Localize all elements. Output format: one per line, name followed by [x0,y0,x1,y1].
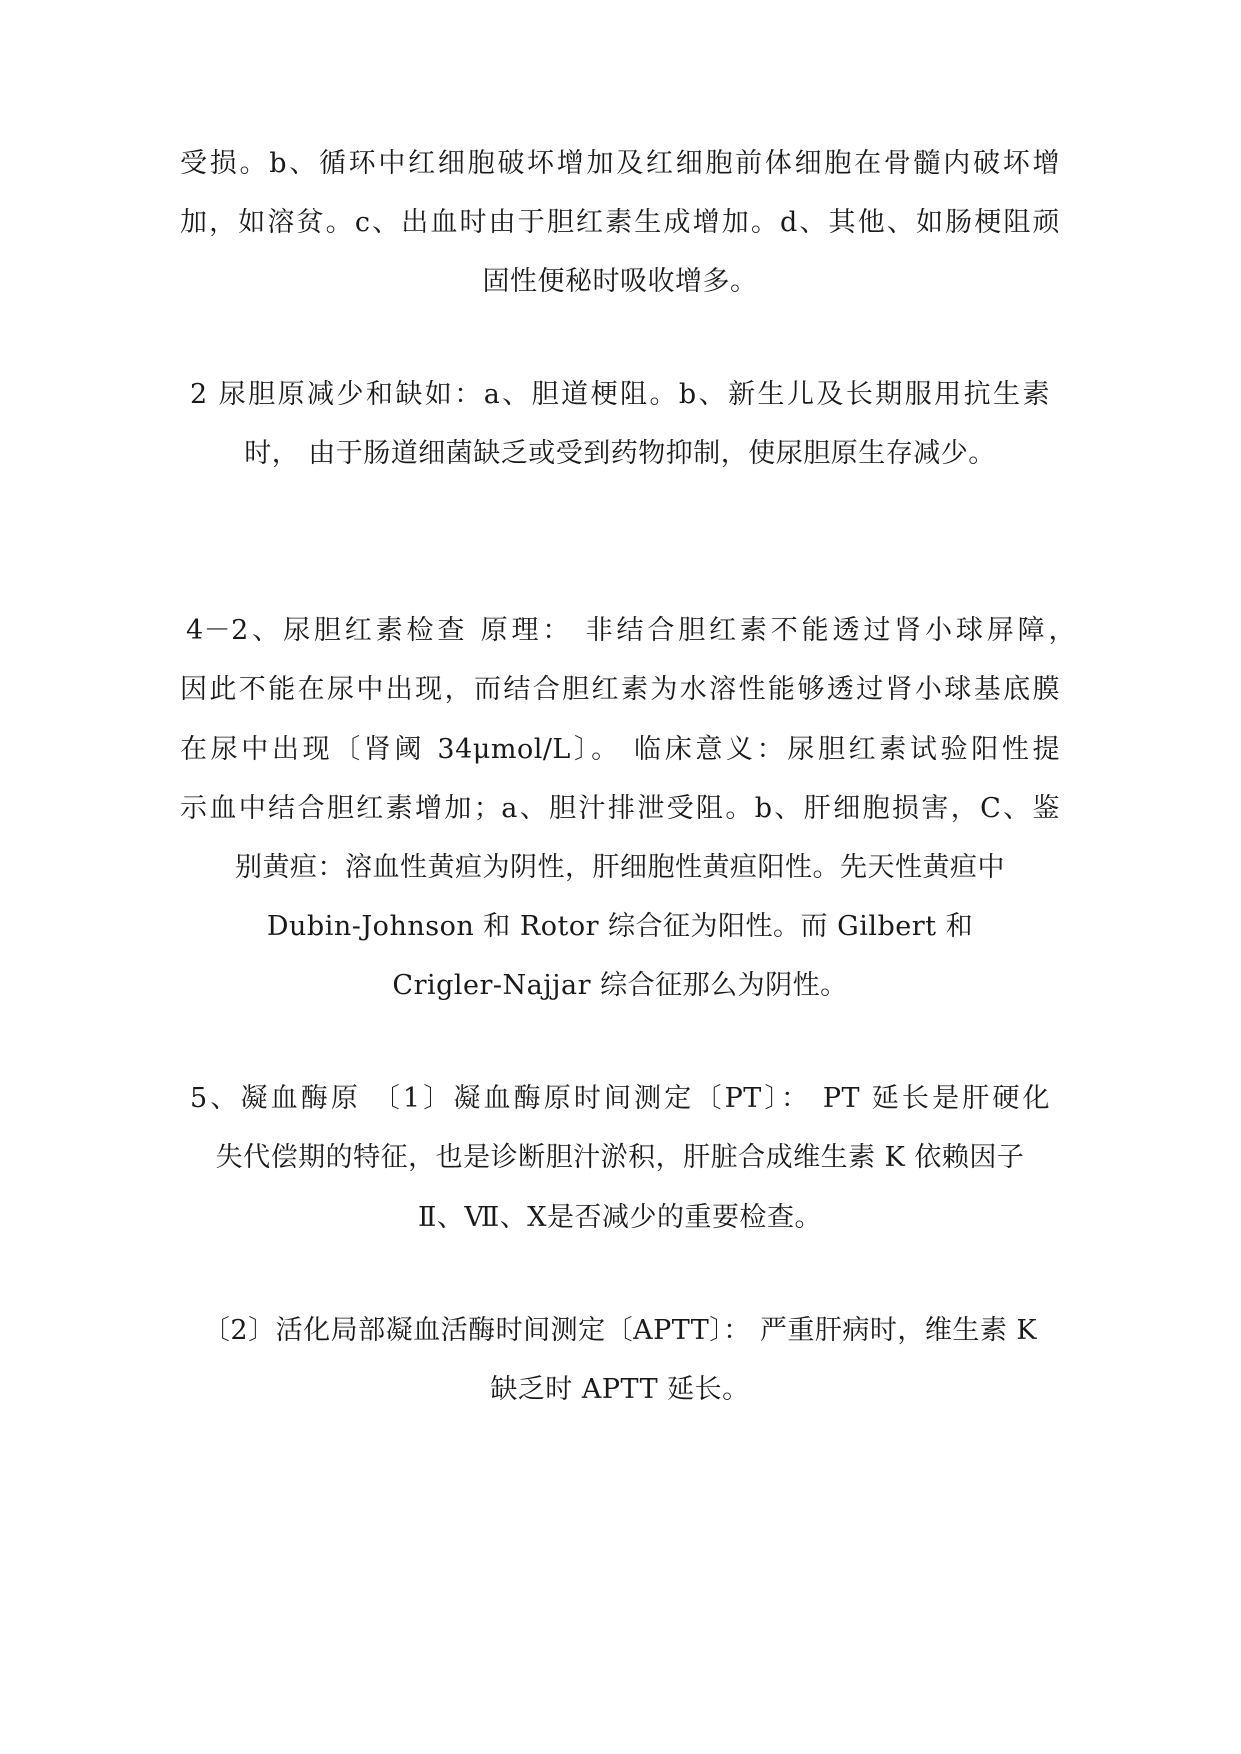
text-line: 2 尿胆原减少和缺如：a、胆道梗阻。b、新生儿及长期服用抗生素 [190,379,1050,410]
text-line: Dubin-Johnson 和 Rotor 综合征为阳性。而 Gilbert 和 [266,911,974,942]
text-line: 在尿中出现〔肾阈 34μmol/L〕。 临床意义：尿胆红素试验阳性提 [180,734,1060,765]
text-line: 加，如溶贫。c、出血时由于胆红素生成增加。d、其他、如肠梗阻顽 [180,207,1060,238]
text-line: 示血中结合胆红素增加；a、胆汁排泄受阻。b、肝细胞损害，C、鉴 [180,793,1060,824]
text-line: Crigler-Najjar 综合征那么为阴性。 [392,970,848,1001]
text-line: 受损。b、循环中红细胞破坏增加及红细胞前体细胞在骨髓内破坏增 [180,148,1060,179]
text-line: 失代偿期的特征，也是诊断胆汁淤积，肝脏合成维生素 K 依赖因子 [215,1142,1025,1173]
text-line: 〔2〕活化局部凝血活酶时间测定〔APTT〕： 严重肝病时，维生素 K [202,1315,1038,1346]
text-line: 固性便秘时吸收增多。 [482,266,758,297]
text-line: 别黄疸：溶血性黄疸为阴性，肝细胞性黄疸阳性。先天性黄疸中 [235,852,1005,883]
text-line: 5、凝血酶原 〔1〕凝血酶原时间测定〔PT〕： PT 延长是肝硬化 [190,1083,1050,1114]
text-line: Ⅱ、Ⅶ、Ⅹ是否减少的重要检查。 [418,1202,822,1233]
text-line: 缺乏时 APTT 延长。 [490,1374,750,1405]
text-line: 时， 由于肠道细菌缺乏或受到药物抑制，使尿胆原生存减少。 [244,438,996,469]
text-line: 4－2、尿胆红素检查 原理： 非结合胆红素不能透过肾小球屏障， [186,615,1076,646]
text-line: 因此不能在尿中出现，而结合胆红素为水溶性能够透过肾小球基底膜 [180,674,1060,705]
